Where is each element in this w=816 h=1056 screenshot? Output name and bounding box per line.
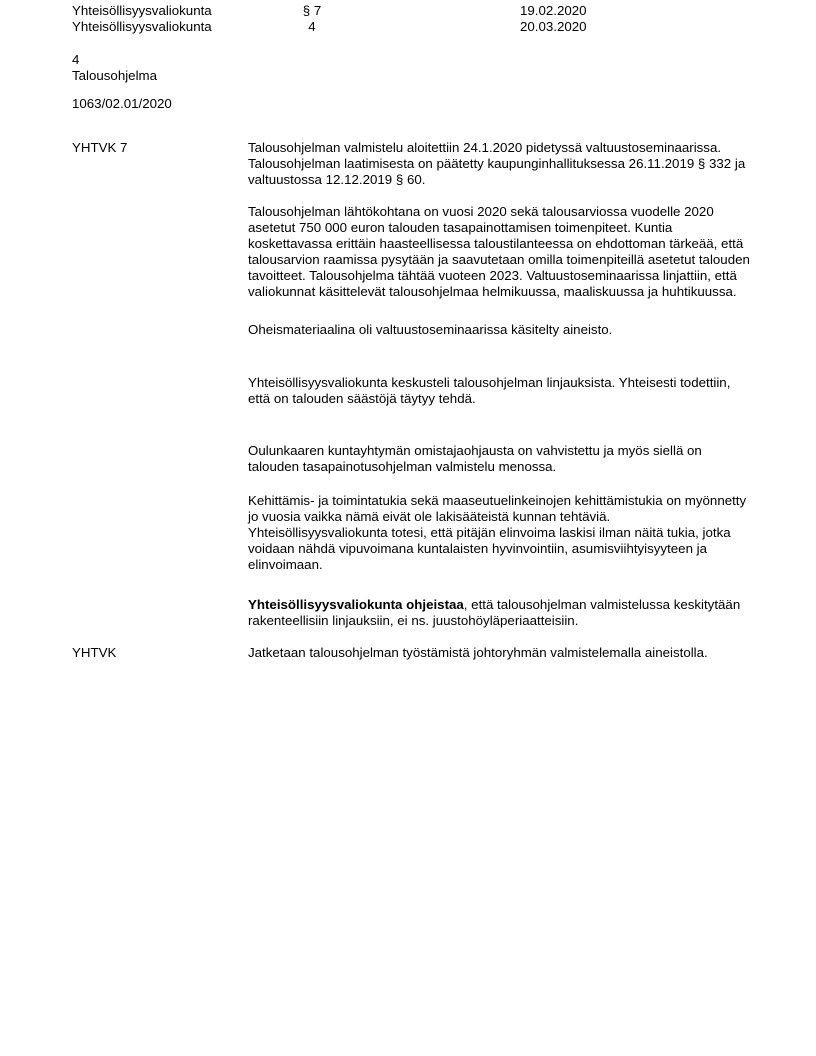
- document-body: [72, 140, 816, 677]
- case-title: Talousohjelma: [72, 68, 158, 83]
- committee-name: Yhteisöllisyysvaliokunta: [72, 3, 212, 18]
- section-number: 4: [308, 19, 316, 34]
- header-row: [72, 19, 816, 35]
- body-paragraph: Oheismateriaalina oli valtuustoseminaarissa käsitelty aineisto.: [248, 322, 613, 337]
- decision-text: , että talousohjelman valmistelussa keskitytään rakenteellisiin linjauksiin, ei ns. juustohöyläperiaatteisiin.: [248, 597, 741, 628]
- header-row: [72, 3, 816, 19]
- body-paragraph: Oulunkaaren kuntayhtymän omistajaohjausta on vahvistettu ja myös siellä on talouden tasapainotusohjelman valmistelu menossa.: [248, 443, 702, 474]
- body-paragraph: Yhteisöllisyysvaliokunta keskusteli talousohjelman linjauksista. Yhteisesti todettiin, että on talouden säästöjä täytyy tehdä.: [248, 375, 731, 406]
- committee-name: Yhteisöllisyysvaliokunta: [72, 19, 212, 34]
- body-paragraph: Talousohjelman lähtökohtana on vuosi 2020 sekä talousarviossa vuodelle 2020 asetetut 750 000 euron talouden tasapainottamisen toimenpiteet. Kuntia koskettavassa erittäin haasteellisessa taloustilanteessa on ehdottoman tärkeää, että talousarvion raamissa pysytään ja saavutetaan omilla toimenpiteillä asetetut talouden tavoitteet. Talousohjelma tähtää vuoteen 2023. Valtuustoseminaarissa linjattiin, että valiokunnat käsittelevät talousohjelmaa helmikuussa, maaliskuussa ja huhtikuussa.: [248, 204, 750, 299]
- meeting-date: 20.03.2020: [520, 19, 587, 34]
- section-yhtvk: [72, 645, 816, 677]
- section-number: § 7: [302, 3, 322, 18]
- agenda-item-number: 4: [72, 52, 80, 67]
- proposal-paragraph: Jatketaan talousohjelman työstämistä johtoryhmän valmistelemalla aineistolla.: [248, 645, 708, 660]
- diary-number: 1063/02.01/2020: [72, 96, 172, 111]
- document-header: [72, 3, 816, 35]
- section-label: YHTVK: [72, 645, 117, 660]
- section-content: [248, 645, 753, 677]
- body-paragraph: Talousohjelman valmistelu aloitettiin 24.1.2020 pidetyssä valtuustoseminaarissa. Talousohjelman laatimisesta on päätetty kaupunginhallituksessa 26.11.2019 § 332 ja valtuustossa 12.12.2019 § 60.: [248, 140, 746, 187]
- decision-paragraph: [248, 597, 753, 629]
- meeting-date: 19.02.2020: [520, 3, 587, 18]
- body-paragraph: Kehittämis- ja toimintatukia sekä maaseutuelinkeinojen kehittämistukia on myönnetty jo vuosia vaikka nämä eivät ole lakisääteistä kunnan tehtäviä. Yhteisöllisyysvaliokunta totesi, että pitäjän elinvoima laskisi ilman näitä tukia, jotka voidaan nähdä vipuvoimana kuntalaisten hyvinvointiin, asumisviihtyisyyteen ja elinvoimaan.: [248, 493, 747, 572]
- section-yhtvk-7: [72, 140, 816, 645]
- section-content: [248, 140, 753, 645]
- decision-lead: Yhteisöllisyysvaliokunta ohjeistaa: [248, 597, 464, 612]
- section-label: YHTVK 7: [72, 140, 128, 155]
- case-title-block: [72, 52, 816, 84]
